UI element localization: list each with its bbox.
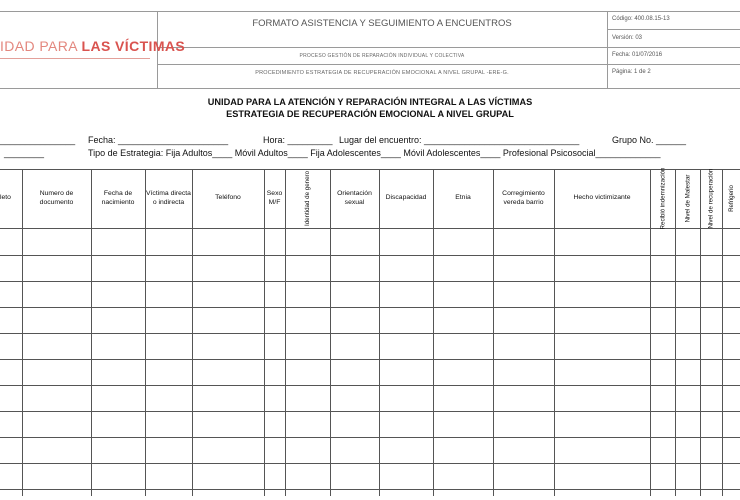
column-header: Corregimiento vereda barrio xyxy=(502,190,545,206)
column-header: Fecha de nacimiento xyxy=(101,190,135,206)
logo-emphasis: LAS VÍCTIMAS xyxy=(81,38,186,54)
column-header xyxy=(675,169,700,228)
logo-divider xyxy=(0,58,150,59)
column-header: leto xyxy=(0,194,11,202)
format-title: FORMATO ASISTENCIA Y SEGUIMIENTO A ENCUENTROS xyxy=(252,18,512,29)
column-header: Sexo M/F xyxy=(266,190,283,206)
column-header: Teléfono xyxy=(215,194,241,202)
column-header-text: Nivel de Malestar xyxy=(684,174,691,223)
group-number-field[interactable]: Grupo No. ______ xyxy=(612,135,687,145)
location-field[interactable]: Lugar del encuentro: _______________________________ xyxy=(339,135,580,145)
column-header xyxy=(285,169,330,228)
column-header xyxy=(700,169,722,228)
doc-version: Versión: 03 xyxy=(612,35,643,41)
column-header: Hecho victimizante xyxy=(573,194,631,202)
column-header: Discapacidad xyxy=(385,194,427,202)
column-header-text: Nivel de recuperación xyxy=(707,168,715,229)
column-header: Etnia xyxy=(455,194,471,202)
column-header-text: Refrigerio xyxy=(727,185,735,212)
process-name: PROCESO GESTIÓN DE REPARACIÓN INDIVIDUAL Y COLECTIVA xyxy=(299,53,465,59)
doc-date: Fecha: 01/07/2016 xyxy=(612,52,663,58)
column-header xyxy=(650,169,675,228)
brand-logo xyxy=(0,38,185,54)
strategy-title: ESTRATEGIA DE RECUPERACIÓN EMOCIONAL A NIVEL GRUPAL xyxy=(226,109,514,119)
column-header-text: Recibió indemnización xyxy=(659,167,667,230)
doc-page: Página: 1 de 2 xyxy=(612,69,651,75)
logo-prefix: IDAD PARA xyxy=(0,38,82,54)
time-field[interactable]: Hora: _________ xyxy=(263,135,333,145)
doc-code: Código: 400.08.15-13 xyxy=(612,16,670,22)
column-header xyxy=(722,169,740,228)
date-field[interactable]: Fecha: ______________________ xyxy=(88,135,229,145)
column-header: Víctima directa o indirecta xyxy=(146,190,191,206)
column-header: Orientación sexual xyxy=(337,190,372,206)
column-header: Numero de documento xyxy=(39,190,74,206)
name-field-line[interactable]: _______________ xyxy=(0,135,76,145)
column-header-text: Identidad de genero xyxy=(304,170,311,227)
organization-title: UNIDAD PARA LA ATENCIÓN Y REPARACIÓN INTEGRAL A LAS VÍCTIMAS xyxy=(207,97,533,107)
strategy-type-field[interactable]: Tipo de Estrategia: Fija Adultos____ Móvil Adultos____ Fija Adolescentes____ Móvil Adolescentes____ Profesional Psicosocial_____________ xyxy=(88,148,661,158)
procedure-name: PROCEDIMIENTO ESTRATEGIA DE RECUPERACIÓN EMOCIONAL A NIVEL GRUPAL -ERE-G. xyxy=(255,70,509,76)
secondary-field-line[interactable]: ________ xyxy=(4,148,45,158)
